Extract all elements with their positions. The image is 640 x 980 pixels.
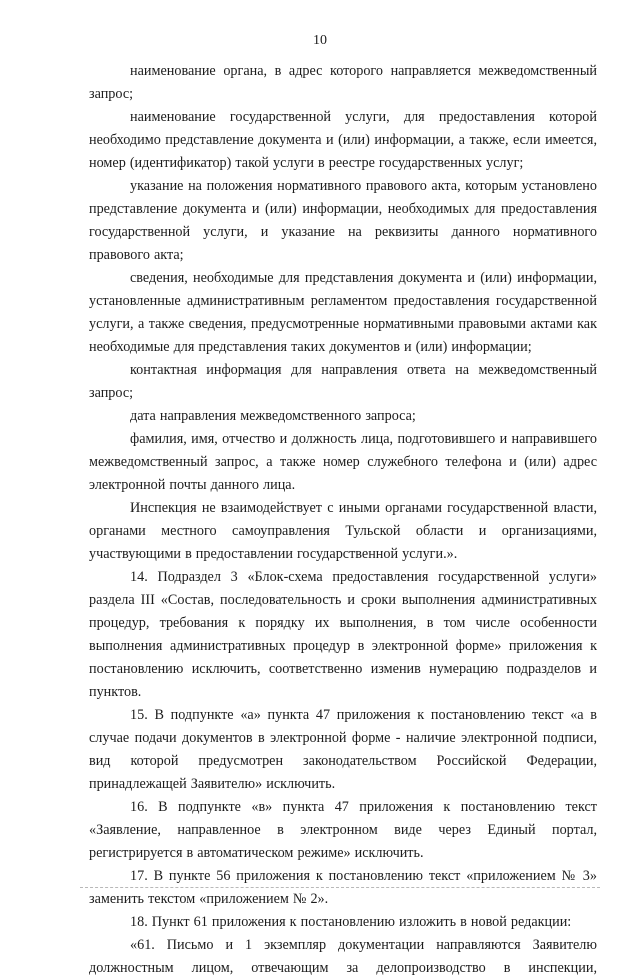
paragraph-item-61: «61. Письмо и 1 экземпляр документации направляются Заявителю должностным лицом, отвечающим за делопроизводство в инспекции, xyxy=(89,937,597,976)
paragraph-required-info: сведения, необходимые для представления документа и (или) информации, установленные административным регламентом предоставления государственной услуги, а также сведения, предусмотренные нормативными правовыми актами как необходимые для представления таких документов и (или) информации; xyxy=(89,270,597,355)
paragraph-item-15: 15. В подпункте «а» пункта 47 приложения к постановлению текст «а в случае подачи документов в электронной форме - наличие электронной подписи, вид которой предусмотрен законодательством Российской Федерации, принадлежащей Заявителю» исключить. xyxy=(89,707,597,792)
paragraph-item-14: 14. Подраздел 3 «Блок-схема предоставления государственной услуги» раздела III «Состав, последовательность и сроки выполнения административных процедур, требования к порядку их выполнения, в том числе особенности выполнения административных процедур в электронной форме» приложения к постановлению исключить, соответственно изменив нумерацию подразделов и пунктов. xyxy=(89,569,597,700)
paragraph-item-16: 16. В подпункте «в» пункта 47 приложения к постановлению текст «Заявление, направленное в электронном виде через Единый портал, регистрируется в автоматическом режиме» исключить. xyxy=(89,799,597,861)
page-number: 10 xyxy=(313,33,327,48)
paragraph-responsible-person: фамилия, имя, отчество и должность лица, подготовившего и направившего межведомственный запрос, а также номер служебного телефона и (или) адрес электронной почты данного лица. xyxy=(89,431,597,493)
paragraph-addressee: наименование органа, в адрес которого направляется межведомственный запрос; xyxy=(89,63,597,102)
paragraph-service-name: наименование государственной услуги, для предоставления которой необходимо представление документа и (или) информации, а также, если имеется, номер (идентификатор) такой услуги в реестре государственных услуг; xyxy=(89,109,597,171)
scan-edge-line xyxy=(80,887,600,888)
paragraph-request-date: дата направления межведомственного запроса; xyxy=(130,408,416,424)
document-body xyxy=(89,60,597,980)
paragraph-legal-act: указание на положения нормативного правового акта, которым установлено представление документа и (или) информации, необходимых для предоставления государственной услуги, и указание на реквизиты данного нормативного правового акта; xyxy=(89,178,597,263)
paragraph-inspection: Инспекция не взаимодействует с иными органами государственной власти, органами местного самоуправления Тульской области и организациями, участвующими в предоставлении государственной услуги.». xyxy=(89,500,597,562)
paragraph-item-17: 17. В пункте 56 приложения к постановлению текст «приложением № 3» заменить текстом «приложением № 2». xyxy=(89,868,597,907)
paragraph-item-18: 18. Пункт 61 приложения к постановлению изложить в новой редакции: xyxy=(130,914,572,930)
paragraph-contact-info: контактная информация для направления ответа на межведомственный запрос; xyxy=(89,362,597,401)
